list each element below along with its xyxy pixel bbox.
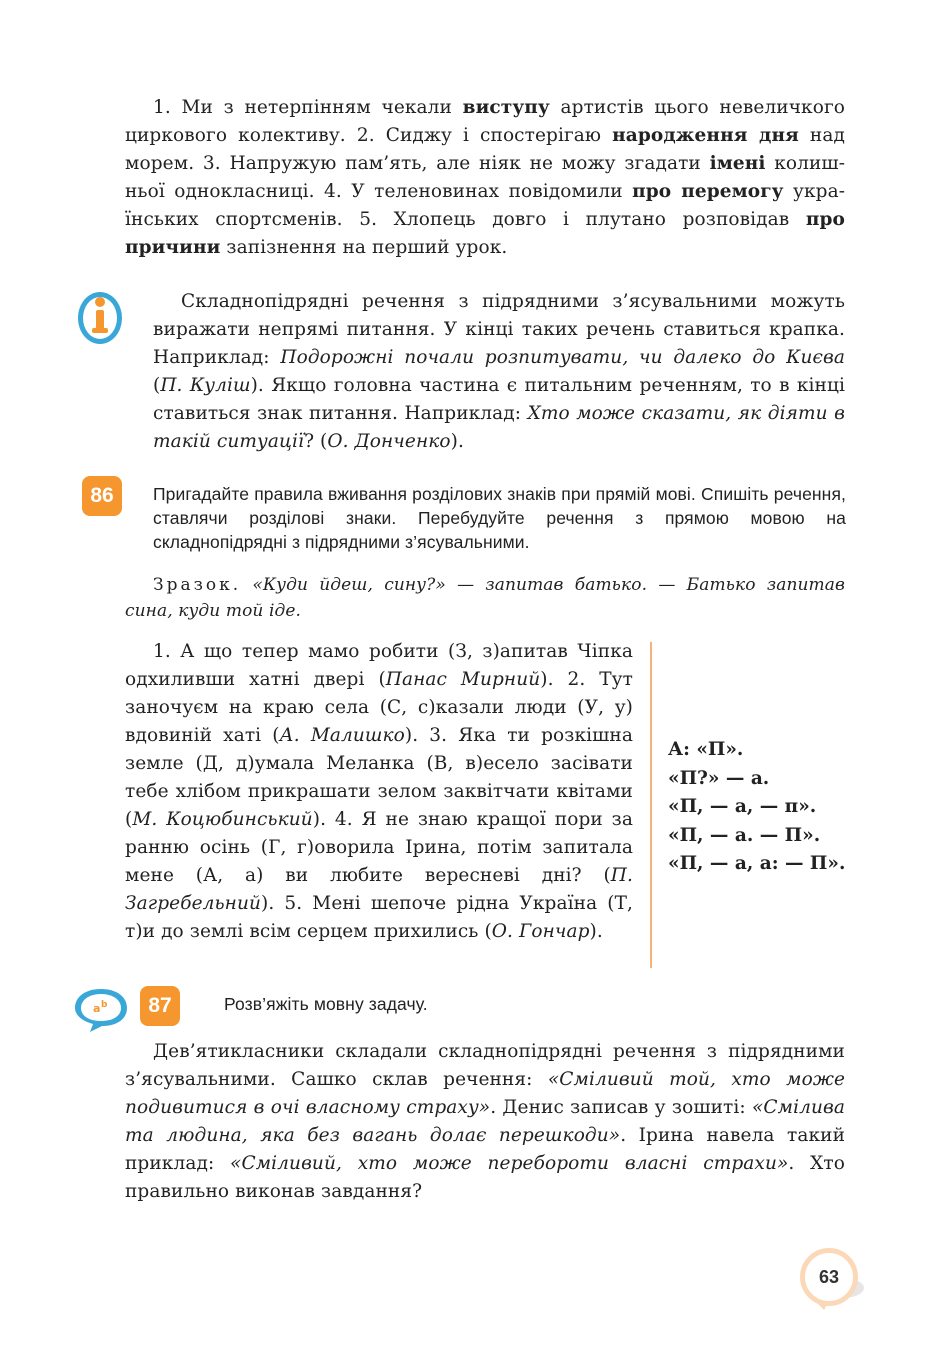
scheme-item: А: «П».: [668, 739, 744, 760]
punctuation-schemes: [668, 736, 845, 879]
exercise-86-sentences: 1. А що тепер мамо робити (З, з)апитав Чіпка одхиливши хатні двері (Панас Мирний). 2. Тут заночуєм на краю села (С, с)казали люди (У, у) вдовиній хаті (А. Малишко). 3. Яка ти розкішна земле (Д, д)умала Меланка (В, в)есело засівати тебе хлібом прикрашати зелом заквітчати квітами (М. Коцюбинський). 4. Я не знаю кращої пори за ранню осінь (Г, г)оворила Ірина, потім запитала мене (А, а) ви любите вересневі дні? (П. Загребельний). 5. Мені шепоче рідна Україна (Т, т)и до землі всім серцем прихились (О. Гончар).: [125, 641, 634, 942]
exercise-number-badge: 87: [140, 986, 180, 1026]
scheme-item: «П?» — а.: [668, 767, 770, 789]
page-number: 63: [800, 1248, 858, 1306]
task-86-instruction: Пригадайте правила вживання розділових знаків при прямій мові. Спишіть речення, ставлячи розділові знаки. Перебудуйте речення з прямою мовою на складнопідрядні з підрядними з’ясувальними.: [153, 484, 846, 552]
info-icon: [75, 288, 125, 348]
svg-text:b: b: [101, 1000, 108, 1010]
svg-text:a: a: [93, 1002, 101, 1015]
page-number-marker: [790, 1240, 870, 1320]
task-87-text: Дев’ятикласники складали складнопідрядні речення з підрядними з’ясувальними. Сашко склав речення: «Сміливий той, хто може подивитися в очі власному страху». Денис записав у зошиті: «Смілива та людина, яка без вагань долає перешкоди». Ірина навела такий приклад: «Сміливий, хто може перебороти власні страхи». Хто правильно виконав завдання?: [125, 1041, 846, 1202]
exercise-number-badge: 86: [82, 476, 122, 516]
scheme-item: «П, — а, — п».: [668, 796, 817, 817]
exercise-sentences: 1. Ми з нетерпінням чекали виступу артистів цього невеличкого циркового колективу. 2. Сиджу і спостерігаю народження дня над морем. 3. Напружую пам’ять, але ніяк не можу згадати імені колишньої однокласниці. 4. У теленовинах повідомили про перемогу українських спортсменів. 5. Хлопець довго і плутано розповідав про причини запізнення на перший урок.: [125, 97, 846, 258]
task-87-instruction: Розв’яжіть мовну задачу.: [224, 994, 428, 1014]
scheme-item: «П, — а. — П».: [668, 824, 821, 846]
sample-text: Зразок. «Куди йдеш, сину?» — запитав батько. — Батько запитав сина, куди той іде.: [125, 575, 845, 621]
divider-line: [650, 642, 652, 968]
info-rule-text: Складнопідрядні речення з підрядними з’ясувальними можуть виражати непрямі питання. У кінці таких речень ставиться крапка. Наприклад: Подорожні почали розпитувати, чи далеко до Києва (П. Куліш). Якщо головна частина є питальним реченням, то в кінці ставиться знак питання. Наприклад: Хто може сказати, як діяти в такій ситуації? (О. Донченко).: [153, 291, 846, 452]
language-task-icon: [72, 986, 130, 1034]
scheme-item: «П, — а, а: — П».: [668, 853, 846, 874]
